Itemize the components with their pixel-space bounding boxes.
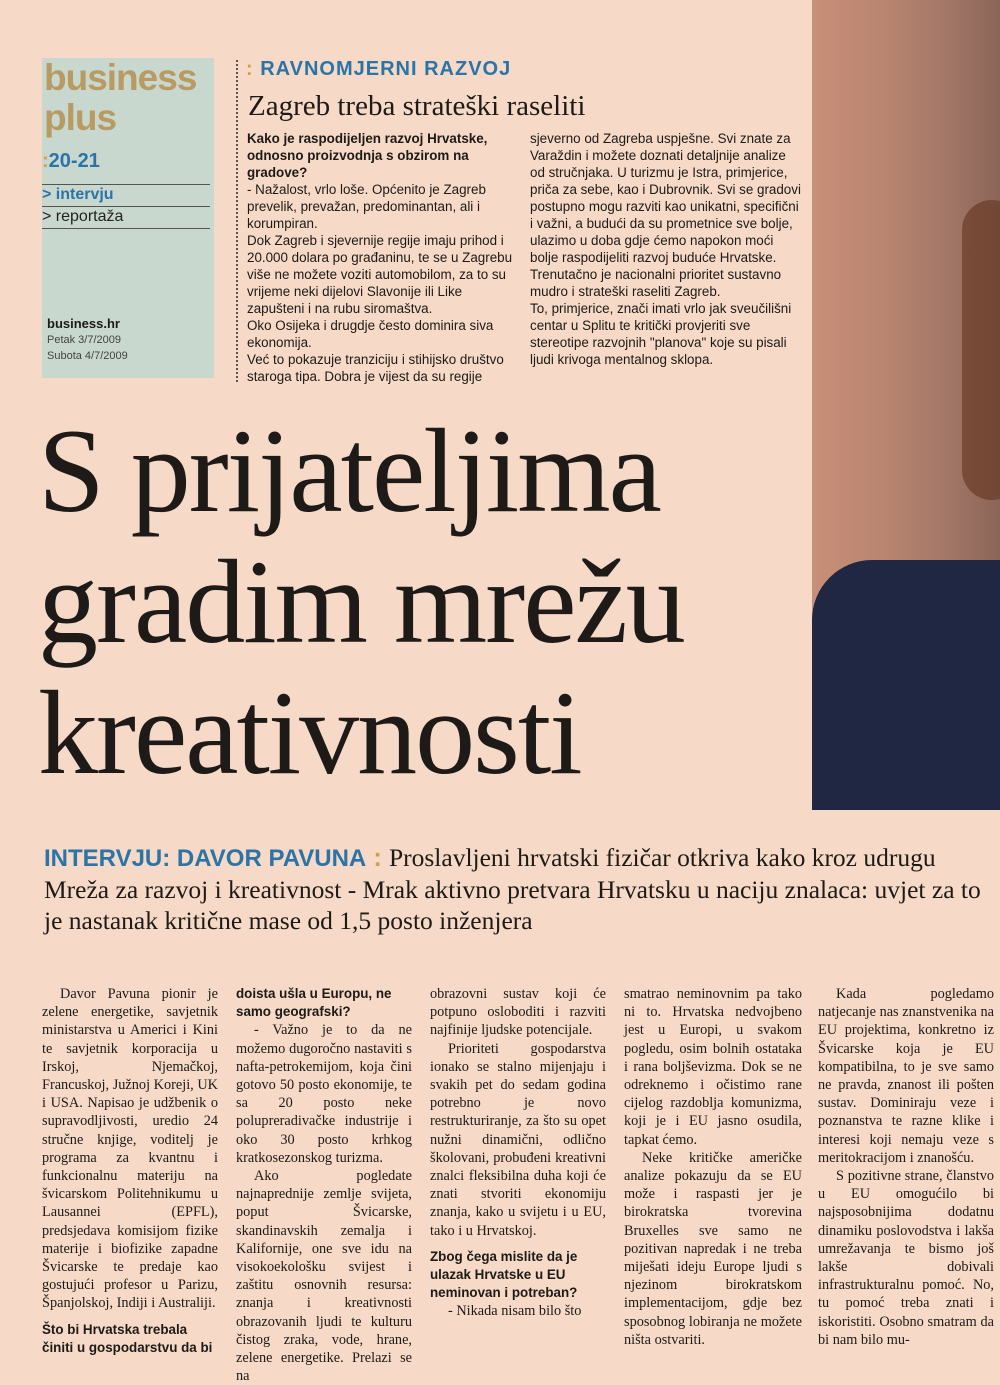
box-paragraph: Već to pokazuje tranziciju i stihijsko društvo staroga tipa. Dobra je vijest da su regije	[247, 352, 504, 384]
issue-date-2: Subota 4/7/2009	[47, 350, 128, 362]
box-paragraph: - Nažalost, vrlo loše. Općenito je Zagreb prevelik, prevažan, predominantan, ali i korumpiran.	[247, 182, 486, 231]
interview-question: Zbog čega mislite da je ulazak Hrvatske u EU neminovan i potreban?	[430, 1248, 578, 1301]
section-sidebar	[42, 58, 214, 378]
page-range: 20-21	[48, 150, 100, 172]
body-column-3	[430, 985, 606, 1321]
box-paragraph: sjeverno od Zagreba uspješne. Svi znate za Varaždin i možete doznati detaljnije analize od stručnjaka. U turizmu je Istra, primjerice, priča za sebe, kao i Dubrovnik. Svi se gradovi postupno mogu razviti kao unikatni, specifični i važni, a budući da su prometnice sve bolje, ulazimo u doba gdje ćemo napokon moći bolje raspodijeliti razvoj buduće Hrvatske.	[530, 131, 801, 265]
issue-date-1: Petak 3/7/2009	[47, 334, 122, 346]
portrait-hair	[962, 200, 1000, 500]
portrait-jacket	[812, 560, 1000, 810]
box-question: Kako je raspodijeljen razvoj Hrvatske, odnosno proizvodnja s obzirom na gradove?	[247, 131, 488, 180]
body-paragraph: - Nikada nisam bilo što	[448, 1303, 582, 1320]
headline-line-1: S prijateljima	[38, 404, 660, 537]
website: business.hr	[47, 316, 120, 331]
headline-line-3: kreativnosti	[38, 666, 581, 799]
box-paragraph: Dok Zagreb i sjevernije regije imaju prihod i 20.000 dolara po građaninu, te se u Zagrebu više ne možete voziti automobilom, za to su vrijeme neki dijelovi Slavonije ili Like zapušteni i na rubu siromaštva.	[247, 233, 513, 316]
brand-line-2: plus	[44, 97, 117, 138]
box-column-1	[247, 130, 515, 385]
body-paragraph: smatrao neminovnim pa tako ni to. Hrvatska nedvojbeno jest u Europi, u svakom pogledu, osim bolnih ostataka i rana boljševizma. Dok se ne odreknemo i očistimo rane cijelog razdoblja komunizma, koji je i EU jasno osudila, tapkat ćemo.	[624, 986, 802, 1148]
box-kicker-text: RAVNOMJERNI RAZVOJ	[260, 58, 512, 80]
body-paragraph: Kada pogledamo natjecanje nas znanstvenika na EU projektima, konkretno iz Švicarske koja je EU kompatibilna, to je sve samo ne pravda, znanost ili pošten sustav. Dominiraju veze i poznanstva te razne klike i interesi koji nemaju veze s meritokracijom i znanošću.	[818, 986, 994, 1166]
box-title: Zagreb treba strateški raseliti	[248, 90, 586, 122]
deck	[44, 842, 994, 936]
body-paragraph: S pozitivne strane, članstvo u EU omogućilo bi najsposobnijima dodatnu dinamiku poslovodstva i lakša umrežavanja te bismo još lakše dobivali infrastrukturalnu pomoć. No, tu pomoć treba znati i iskoristiti. Osobno smatram da bi nam bilo mu-	[818, 1168, 994, 1348]
deck-label: INTERVJU: DAVOR PAVUNA	[44, 845, 367, 872]
page-numbers	[42, 150, 100, 173]
body-column-4	[624, 985, 802, 1349]
body-paragraph: Prioriteti gospodarstva ionako se stalno mijenjaju i svakih pet do sedam godina potrebno je novo restrukturiranje, za što su opet nužni dinamični, odlično školovani, probuđeni kreativni znalci fleksibilna duha koji će znati stvoriti ekonomiju znanja, kako u svijetu i u EU, tako i u Hrvatskoj.	[430, 1040, 606, 1239]
portrait-photo	[812, 0, 1000, 810]
body-paragraph: Neke kritičke američke analize pokazuju da se EU može i raspasti jer je birokratska tvorevina Bruxelles sve samo ne pozitivan napredak i ne treba miješati ideju Europe ljudi s njezinom birokratskom implementacijom, gdje bez sposobnog lobiranja ne možete ništa ostvariti.	[624, 1149, 802, 1348]
body-column-5	[818, 985, 994, 1349]
body-column-1	[42, 985, 218, 1357]
nav-report: > reportaža	[42, 206, 210, 229]
interview-question: Što bi Hrvatska trebala činiti u gospodarstvu da bi	[42, 1321, 213, 1355]
box-kicker	[246, 58, 511, 81]
body-paragraph: - Važno je to da ne možemo dugoročno nastaviti s nafta-petrokemijom, koja čini gotovo 50 posto ekonomije, te sa 20 posto neke polupreradivačke industrije i oko 30 posto krhkog kratkosezonskog turizma.	[236, 1022, 412, 1166]
box-paragraph: Oko Osijeka i drugdje često dominira siva ekonomija.	[247, 318, 494, 350]
bullet-marker-icon: :	[246, 58, 261, 80]
box-paragraph: Trenutačno je nacionalni prioritet sustavno mudro i strateški raseliti Zagreb.	[530, 267, 782, 299]
body-paragraph: Davor Pavuna pionir je zelene energetike, savjetnik ministarstva u Americi i Kini te savjetnik korporacija u Irskoj, Njemačkoj, Francuskoj, Južnoj Koreji, UK i USA. Napisao je udžbenik o supravodljivosti, uredio 24 stručne knjige, voditelj je programa za kvantnu i funkcionalnu materiju na švicarskom Politehnikumu u Lausannei (EPFL), predsjedava komisijom fizike materije i biofizike zapadne Švicarske te predaje kao gostujući profesor u Parizu, Španjolskoj, Indiji i Australiji.	[42, 986, 218, 1312]
box-paragraph: To, primjerice, znači imati vrlo jak sveučilišni centar u Splitu te kritički provjeriti sve stereotipe razvojnih "planova" koje su pisali ljudi krivoga mentalnog sklopa.	[530, 301, 792, 367]
body-paragraph: Ako pogledate najnaprednije zemlje svijeta, poput Švicarske, skandinavskih zemalja i Kalifornije, one sve idu na visokoekološku svijest i zaštitu osnovnih resursa: znanja i kreativnosti obrazovanih ljudi te kulturu čistog zraka, vode, hrane, zelene energetike. Prelazi se na	[236, 1168, 412, 1385]
deck-text: Proslavljeni hrvatski fizičar otkriva kako kroz udrugu Mreža za razvoj i kreativnost - Mrak aktivno pretvara Hrvatsku u naciju znalaca: uvjet za to je nastanak kritične mase od 1,5 posto inženjera	[44, 843, 981, 935]
body-column-2	[236, 985, 412, 1385]
brand-line-1: business	[44, 57, 197, 98]
bullet-marker-icon: :	[42, 150, 49, 172]
body-paragraph: obrazovni sustav koji će potpuno osloboditi i razviti najfinije ljudske potencijale.	[430, 986, 606, 1039]
brand-logo	[44, 58, 196, 138]
interview-question: doista ušla u Europu, ne samo geografski?	[236, 986, 392, 1020]
main-headline	[38, 405, 684, 798]
bullet-marker-icon: :	[366, 844, 389, 872]
box-divider	[236, 60, 238, 382]
box-column-2	[530, 130, 802, 368]
nav-interview: > intervju	[42, 184, 210, 204]
headline-line-2: gradim mrežu	[38, 535, 684, 668]
